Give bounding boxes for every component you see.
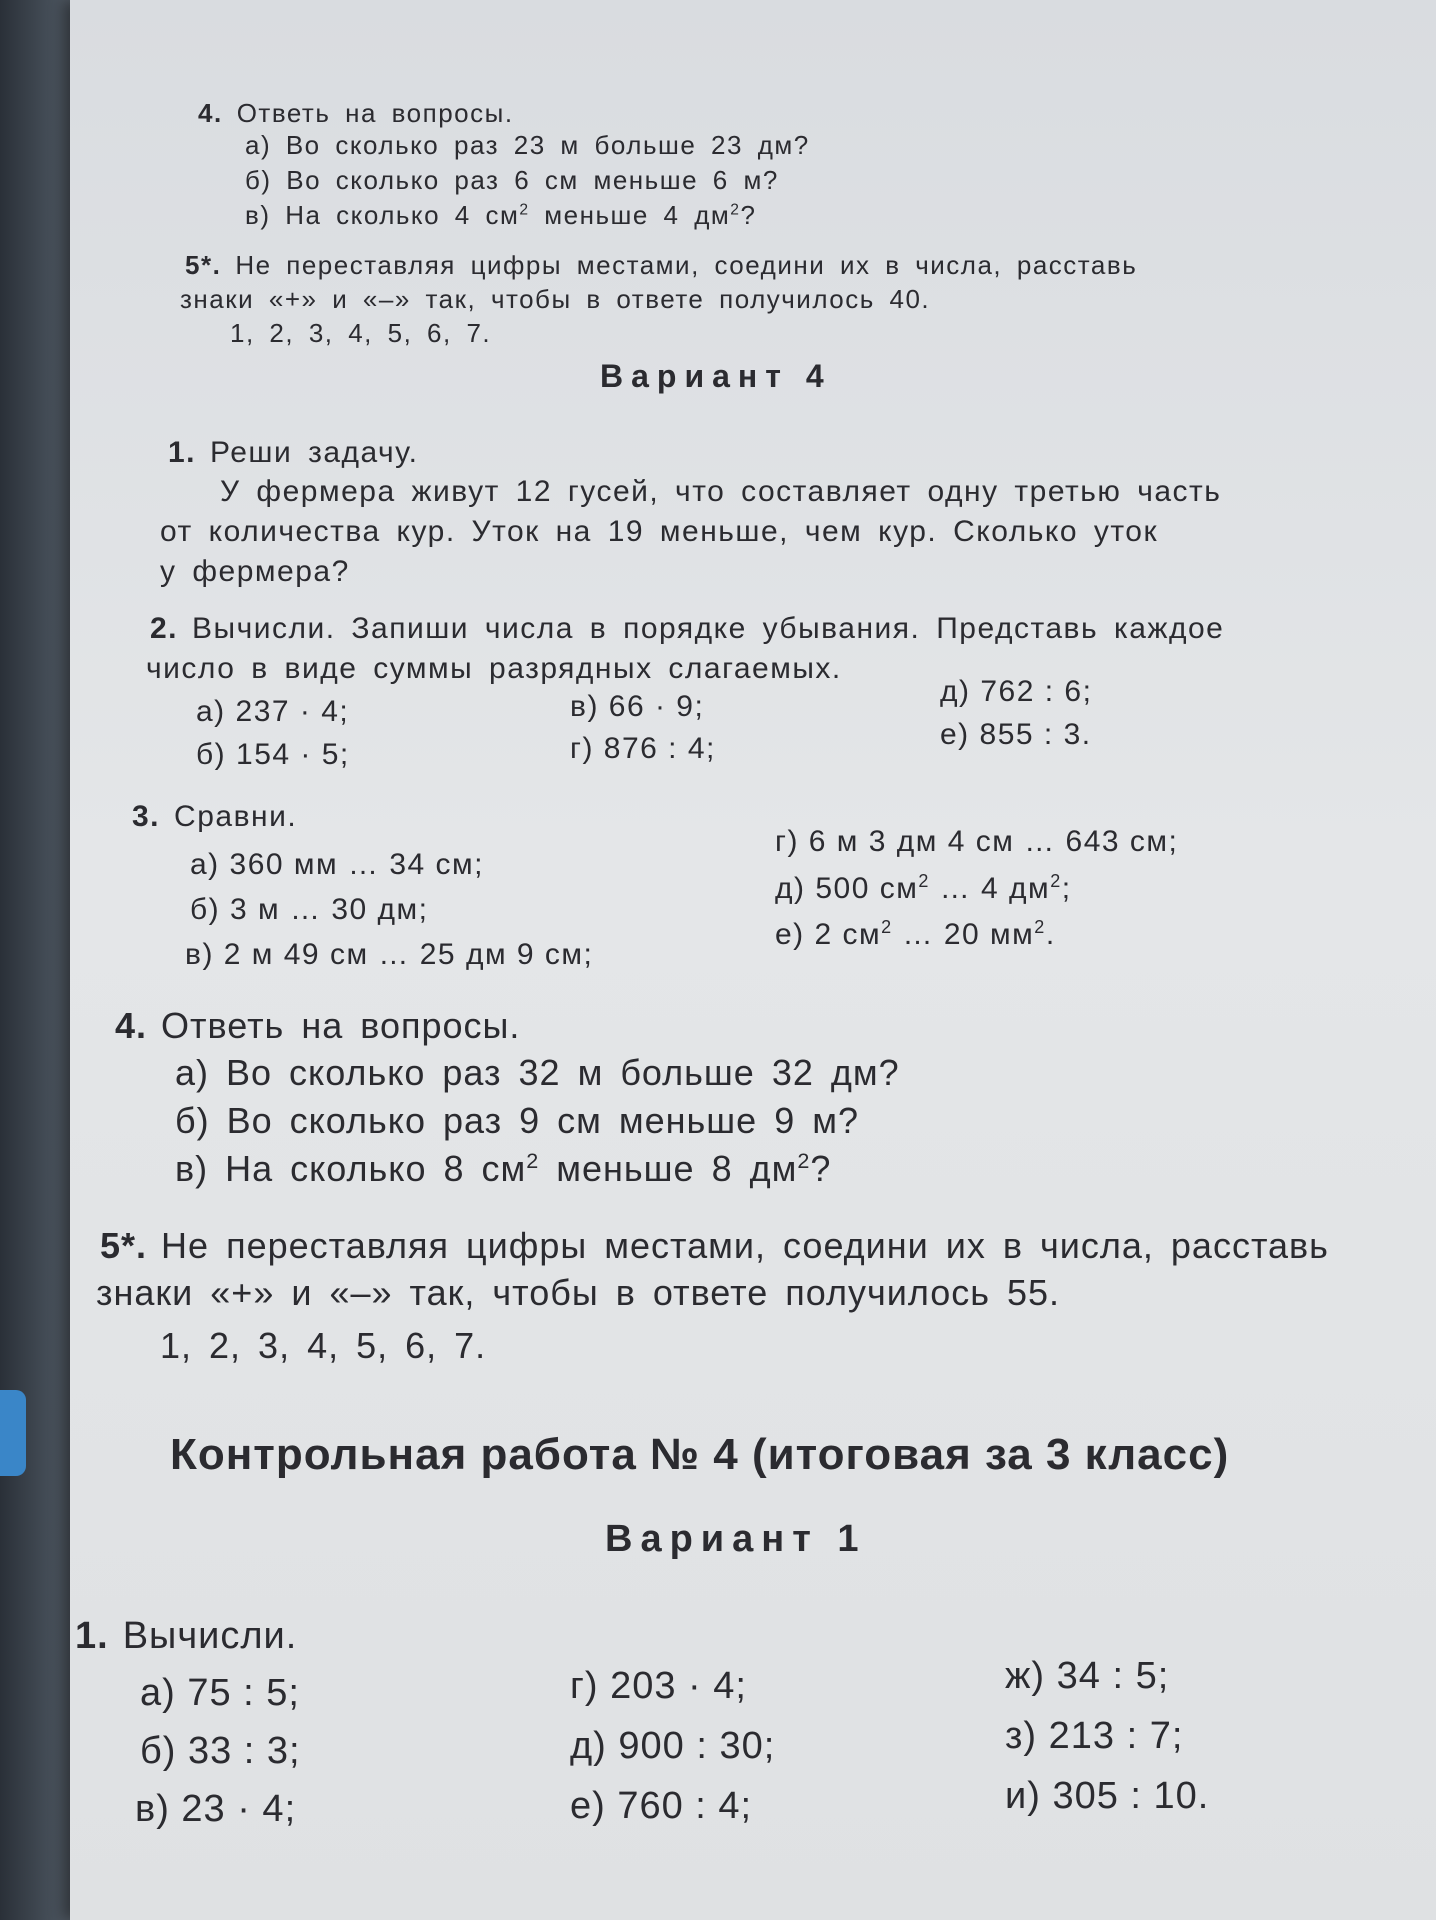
control-task1-item-i: и) 305 : 10. — [1005, 1775, 1210, 1817]
control-task1-item-e: д) 900 : 30; — [570, 1725, 776, 1767]
v4-task4-title: 4. Ответь на вопросы. — [115, 1005, 521, 1046]
v4-task3-d: г) 6 м 3 дм 4 см … 643 см; — [775, 825, 1179, 858]
v4-task3-title: 3. Сравни. — [132, 800, 298, 833]
control-work-title: Контрольная работа № 4 (итоговая за 3 класс) — [170, 1430, 1230, 1479]
control-task1-item-g: ж) 34 : 5; — [1005, 1655, 1170, 1697]
page — [70, 0, 1436, 1920]
prev-task5-line2: знаки «+» и «–» так, чтобы в ответе получилось 40. — [180, 284, 931, 314]
v4-task5-line1: 5*. Не переставляя цифры местами, соедини их в числа, расставь — [100, 1225, 1329, 1266]
v4-task1-line1: У фермера живут 12 гусей, что составляет одну третью часть — [220, 475, 1222, 508]
control-task1-item-h: з) 213 : 7; — [1005, 1715, 1184, 1757]
v4-task2-item-b: б) 154 · 5; — [196, 738, 350, 771]
v4-task5-line2: знаки «+» и «–» так, чтобы в ответе получилось 55. — [96, 1272, 1061, 1313]
v4-task4-a: а) Во сколько раз 32 м больше 32 дм? — [175, 1052, 900, 1093]
prev-task5-line1: 5*. Не переставляя цифры местами, соедини их в числа, расставь — [185, 250, 1138, 280]
v4-task3-a: а) 360 мм … 34 см; — [190, 848, 484, 881]
v4-task2-line2: число в виде суммы разрядных слагаемых. — [146, 652, 842, 685]
prev-task5-digits: 1, 2, 3, 4, 5, 6, 7. — [230, 318, 492, 348]
prev-task4-title: 4. Ответь на вопросы. — [198, 98, 514, 128]
v4-task2-item-a: а) 237 · 4; — [196, 695, 350, 728]
v4-task4-b: б) Во сколько раз 9 см меньше 9 м? — [175, 1100, 859, 1141]
v4-task3-b: б) 3 м … 30 дм; — [190, 893, 429, 926]
v4-task1-title: 1. Реши задачу. — [168, 436, 419, 469]
v4-task2-item-c: в) 66 · 9; — [570, 690, 705, 723]
v4-task1-line2: от количества кур. Уток на 19 меньше, чем кур. Сколько уток — [160, 515, 1159, 548]
blue-bookmark-tab — [0, 1390, 26, 1476]
control-task1-item-f: е) 760 : 4; — [570, 1785, 753, 1827]
v4-task5-digits: 1, 2, 3, 4, 5, 6, 7. — [160, 1325, 487, 1366]
control-task1-item-c: в) 23 · 4; — [135, 1788, 297, 1830]
prev-task4-c: в) На сколько 4 $см^2$ меньше 4 $дм^2$? — [245, 200, 757, 230]
control-variant1-heading: Вариант 1 — [605, 1518, 867, 1560]
v4-task1-line3: у фермера? — [160, 555, 350, 588]
v4-task3-e: д) 500 $см^2$ … 4 $дм^2$; — [775, 871, 1072, 905]
prev-task4-a: а) Во сколько раз 23 м больше 23 дм? — [245, 130, 810, 160]
v4-task3-c: в) 2 м 49 см … 25 дм 9 см; — [185, 938, 594, 971]
v4-task2-line1: 2. Вычисли. Запиши числа в порядке убывания. Представь каждое — [150, 612, 1225, 645]
control-task1-item-a: а) 75 : 5; — [140, 1672, 300, 1714]
page-content — [70, 0, 1436, 1920]
prev-task4-b: б) Во сколько раз 6 см меньше 6 м? — [245, 165, 779, 195]
control-task1-title: 1. Вычисли. — [75, 1615, 298, 1657]
variant4-heading: Вариант 4 — [600, 358, 832, 394]
v4-task3-f: е) 2 $см^2$ … 20 $мм^2$. — [775, 917, 1056, 951]
control-task1-item-d: г) 203 · 4; — [570, 1665, 747, 1707]
v4-task2-item-e: д) 762 : 6; — [940, 675, 1093, 708]
v4-task2-item-f: е) 855 : 3. — [940, 718, 1092, 751]
v4-task2-item-d: г) 876 : 4; — [570, 732, 716, 765]
control-task1-item-b: б) 33 : 3; — [140, 1730, 301, 1772]
v4-task4-c: в) На сколько 8 $см^2$ меньше 8 $дм^2$? — [175, 1148, 832, 1189]
